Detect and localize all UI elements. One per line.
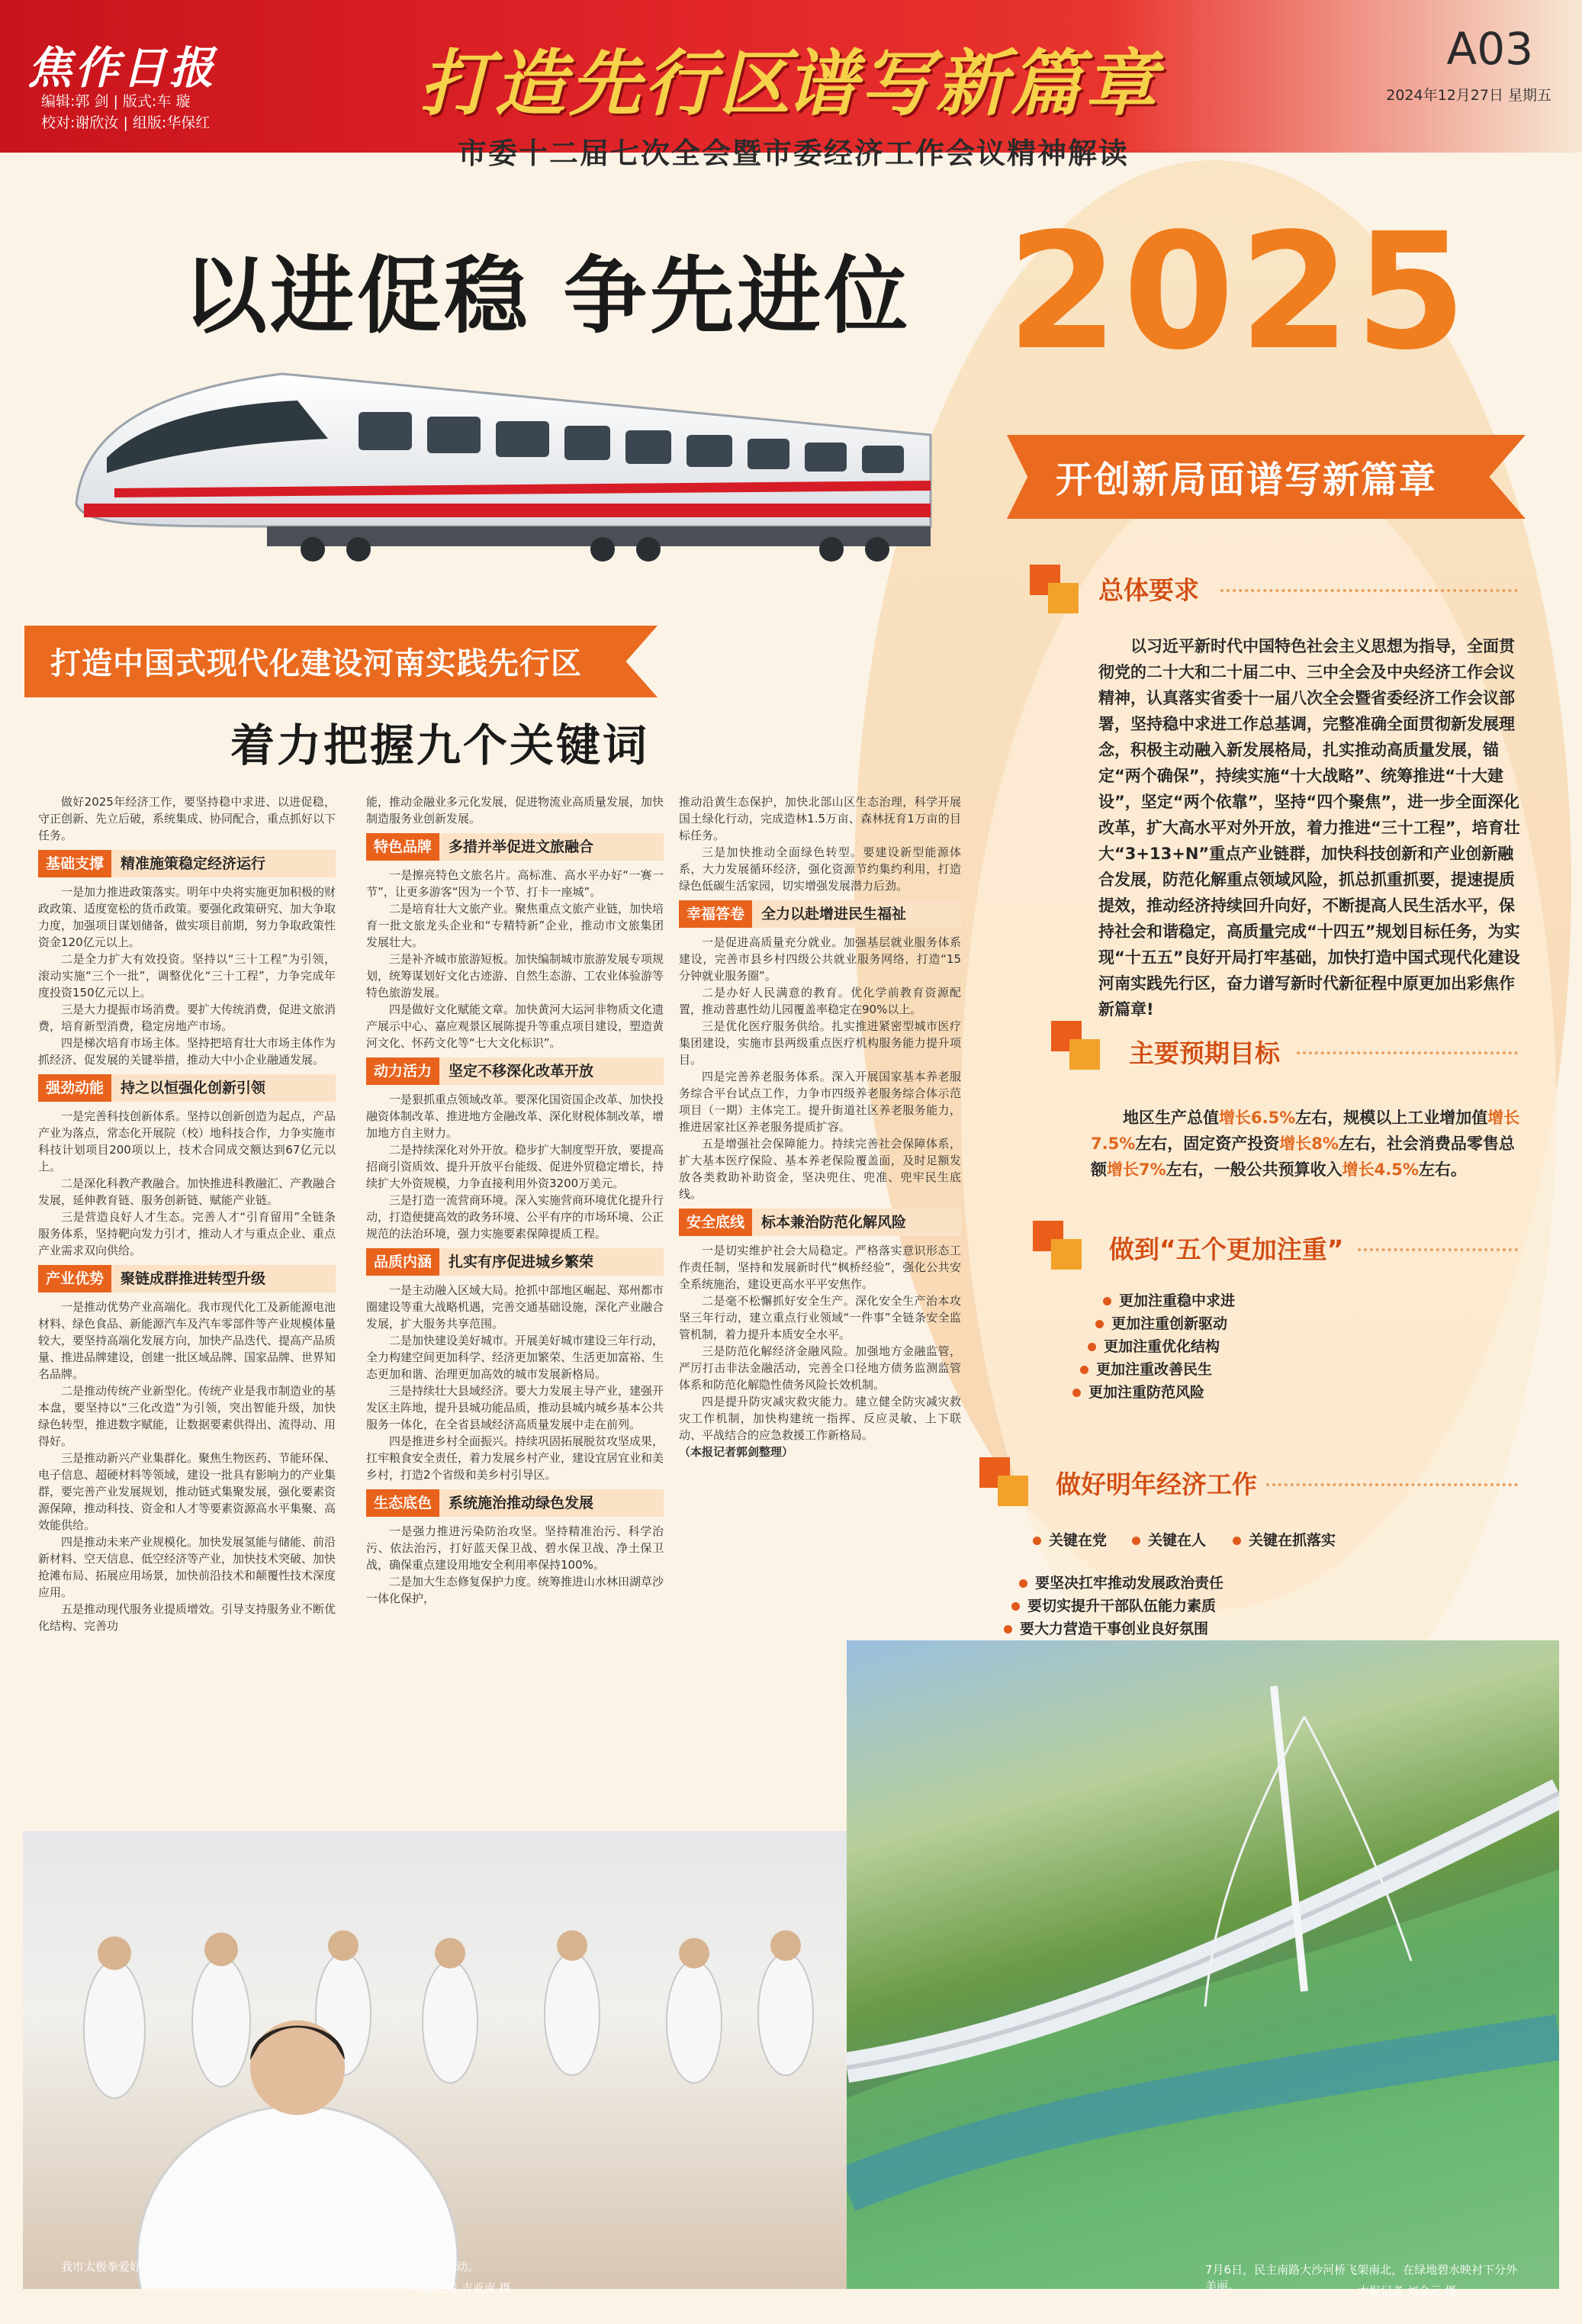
paragraph: 二是加快建设美好城市。开展美好城市建设三年行动，全力构建空间更加科学、经济更加繁荣、生活更加富裕、生态更加和谐、治理更加高效的城市发展新格局。 <box>366 1334 664 1381</box>
paragraph: 一是推动优势产业高端化。我市现代化工及新能源电池材料、绿色食品、新能源汽车及汽车零部件等产业规模体量较大，要坚持高端化发展方向，加快产品迭代、提高产品质量、推进品牌建设，创建一批区域品牌、国家品牌、世界知名品牌。 <box>38 1300 336 1381</box>
section-title-targets: 主要预期目标 <box>1129 1038 1280 1068</box>
section-title-overall: 总体要求 <box>1098 575 1199 605</box>
editor-line: 编辑:郭 剑 | 版式:车 璇 <box>41 93 191 110</box>
section-icon <box>979 1457 1028 1506</box>
work-item: 要切实提升干部队伍能力素质 <box>1011 1595 1216 1615</box>
bottom-margin <box>0 2303 1582 2324</box>
text-column-1 <box>38 793 336 1634</box>
byline: （本报记者郭剑整理） <box>679 1445 794 1459</box>
subhead-tag: 安全底线 标本兼治防范化解风险 <box>679 1209 961 1236</box>
paragraph: 四是提升防灾减灾救灾能力。建立健全防灾减灾救灾工作机制，加快构建统一指挥、反应灵敏、上下联动、平战结合的应急救援工作新格局。 <box>679 1395 961 1442</box>
paragraph: 二是毫不松懈抓好安全生产。深化安全生产治本攻坚三年行动，建立重点行业领域“一件事”全链条安全监管机制，着力提升本质安全水平。 <box>679 1294 961 1341</box>
paragraph: 二是深化科教产教融合。加快推进科教融汇、产教融合发展，延伸教育链、服务创新链、赋能产业链。 <box>38 1176 336 1207</box>
left-title: 着力把握九个关键词 <box>230 719 650 771</box>
photo-left-caption: 我市太极拳爱好者参加2024年全国老年人太极拳健身大联动（焦作分会场）活动。 <box>61 2260 480 2274</box>
paragraph: 四是做好文化赋能文章。加快黄河大运河非物质文化遗产展示中心、嘉应观景区展陈提升等重点项目建设，塑造黄河文化、怀药文化等“七大文化标识”。 <box>366 1003 664 1050</box>
paragraph: 三是打造一流营商环境。深入实施营商环境优化提升行动，打造便捷高效的政务环境、公平有序的市场环境、公正规范的法治环境，强力实施要素保障提质工程。 <box>366 1193 664 1241</box>
paragraph: 一是强力推进污染防治攻坚。坚持精准治污、科学治污、依法治污，打好蓝天保卫战、碧水保卫战、净土保卫战，确保重点建设用地安全利用率保持100%。 <box>366 1524 664 1572</box>
photo-taichi <box>23 1831 847 2289</box>
key-item: 关键在党 <box>1033 1529 1107 1550</box>
subhead-tag: 强劲动能 持之以恒强化创新引领 <box>38 1074 336 1102</box>
targets-text: 地区生产总值增长6.5%左右，规模以上工业增加值增长7.5%左右，固定资产投资增长8%左右，社会消费品零售总额增长7%左右，一般公共预算收入增长4.5%左右。 <box>1091 1109 1520 1179</box>
text-column-3 <box>679 793 961 1460</box>
photo-right-credit: 本报记者 刘金元 摄 <box>1358 2284 1457 2298</box>
paragraph: 二是办好人民满意的教育。优化学前教育资源配置，推动普惠性幼儿园覆盖率稳定在90%以上。 <box>679 986 961 1016</box>
dotted-rule <box>1266 1483 1518 1486</box>
paragraph: 一是促进高质量充分就业。加强基层就业服务体系建设，完善市县乡村四级公共就业服务网络，打造“15分钟就业服务圈”。 <box>679 935 961 983</box>
paragraph: 三是持续壮大县域经济。要大力发展主导产业，建强开发区主阵地，提升县城功能品质，推动县城内城乡基本公共服务一体化，在全省县域经济高质量发展中走在前列。 <box>366 1384 664 1431</box>
paragraph: 二是推动传统产业新型化。传统产业是我市制造业的基本盘，要坚持以“三化改造”为引领，突出智能升级，加快绿色转型，推进数字赋能，让数据要素供得出、流得动、用得好。 <box>38 1384 336 1448</box>
col2-lead: 能，推动金融业多元化发展，促进物流业高质量发展，加快制造服务业创新发展。 <box>366 795 664 826</box>
hero-title: 以进促稳 争先进位 <box>183 246 912 345</box>
paragraph: 一是擦亮特色文旅名片。高标准、高水平办好“一赛一节”，让更多游客“因为一个节、打卡一座城”。 <box>366 868 664 899</box>
right-banner-text: 开创新局面谱写新篇章 <box>1056 459 1438 501</box>
section-icon <box>1051 1021 1100 1070</box>
headline-left: 打造先行区 <box>420 42 794 126</box>
paragraph: 一是加力推进政策落实。明年中央将实施更加积极的财政政策、适度宽松的货币政策。要强化政策研究、加大争取力度，加强项目谋划储备，做实项目前期，努力争取政策性资金120亿元以上。 <box>38 885 336 949</box>
dotted-rule <box>1297 1051 1518 1054</box>
paragraph: 二是加大生态修复保护力度。统筹推进山水林田湖草沙一体化保护， <box>366 1575 664 1605</box>
paragraph: 四是完善养老服务体系。深入开展国家基本养老服务综合平台试点工作，力争市四级养老服务综合体示范项目（一期）主体完工。提升街道社区养老服务能力，推进居家社区养老服务提质扩容。 <box>679 1070 961 1134</box>
issue-date: 2024年12月27日 星期五 <box>1386 87 1551 104</box>
paragraph: 一是完善科技创新体系。坚持以创新创造为起点，产品产业为落点，常态化开展院（校）地科技合作，力争实施市科技计划项目200项以上，技术合同成交额达到67亿元以上。 <box>38 1109 336 1173</box>
col3-lead: 推动沿黄生态保护，加快北部山区生态治理，科学开展国土绿化行动，完成造林1.5万亩、森林抚育1万亩的目标任务。 <box>679 795 961 842</box>
newspaper-logo: 焦作日报 <box>27 42 217 94</box>
paragraph: 三是优化医疗服务供给。扎实推进紧密型城市医疗集团建设，实施市县两级重点医疗机构服务能力提升项目。 <box>679 1019 961 1067</box>
section-icon <box>1033 1221 1082 1270</box>
proof-line: 校对:谢欣汝 | 组版:华保红 <box>41 114 211 131</box>
five-item: 更加注重改善民生 <box>1080 1358 1212 1379</box>
paragraph: 二是培育壮大文旅产业。聚焦重点文旅产业链，加快培育一批文旅龙头企业和“专精特新”企业，推动市文旅集团发展壮大。 <box>366 902 664 949</box>
hero-year: 2025 <box>1007 198 1471 385</box>
five-item: 更加注重优化结构 <box>1088 1335 1220 1356</box>
section-title-work: 做好明年经济工作 <box>1056 1469 1257 1499</box>
paragraph: 二是全力扩大有效投资。坚持以“三十工程”为引领，滚动实施“三个一批”，调整优化“三十工程”，力争完成年度投资150亿元以上。 <box>38 952 336 999</box>
paragraph: 三是推动新兴产业集群化。聚焦生物医药、节能环保、电子信息、超硬材料等领域，建设一批具有影响力的产业集群，要完善产业发展规划，推动链式集聚发展，强化要素资源保障，推动科技、资金和人才等要素资源高水平集聚、高效能供给。 <box>38 1451 336 1532</box>
dotted-rule <box>1358 1248 1518 1251</box>
five-item: 更加注重创新驱动 <box>1095 1312 1227 1333</box>
work-item: 要大力营造干事创业良好氛围 <box>1004 1617 1208 1638</box>
paragraph: 二是持续深化对外开放。稳步扩大制度型开放，要提高招商引资质效、提升开放平台能级、促进外贸稳定增长，持续扩大外资规模，力争直接利用外资3200万美元。 <box>366 1143 664 1190</box>
headline-right: 谱写新篇章 <box>786 42 1160 126</box>
paragraph: 三是大力提振市场消费。要扩大传统消费，促进文旅消费，培育新型消费，稳定房地产市场。 <box>38 1003 336 1033</box>
subheadline: 市委十二届七次全会暨市委经济工作会议精神解读 <box>458 137 1130 170</box>
subhead-tag: 品质内涵 扎实有序促进城乡繁荣 <box>366 1248 664 1276</box>
section-title-five: 做到“五个更加注重” <box>1109 1234 1344 1264</box>
five-item: 更加注重稳中求进 <box>1103 1289 1235 1310</box>
paragraph: 一是切实维护社会大局稳定。严格落实意识形态工作责任制，坚持和发展新时代“枫桥经验”，强化公共安全系统施治，建设更高水平平安焦作。 <box>679 1244 961 1291</box>
paragraph: 四是梯次培育市场主体。坚持把培育壮大市场主体作为抓经济、促发展的关键举措，推动大中小企业融通发展。 <box>38 1036 336 1067</box>
col3-lead2: 三是加快推动全面绿色转型。要建设新型能源体系，大力发展循环经济，强化资源节约集约利用，打造绿色低碳生活家园，切实增强发展潜力后劲。 <box>679 845 961 893</box>
paragraph: 三是补齐城市旅游短板。加快编制城市旅游发展专项规划，统筹谋划好文化古迹游、自然生态游、工农业体验游等特色旅游发展。 <box>366 952 664 999</box>
paragraph: 四是推进乡村全面振兴。持续巩固拓展脱贫攻坚成果，扛牢粮食安全责任，着力发展乡村产业，建设宜居宜业和美乡村，打造2个省级和美乡村引导区。 <box>366 1434 664 1482</box>
col1-intro: 做好2025年经济工作，要坚持稳中求进、以进促稳，守正创新、先立后破，系统集成、协同配合，重点抓好以下任务。 <box>38 795 336 842</box>
paragraph: 三是防范化解经济金融风险。加强地方金融监管，严厉打击非法金融活动，完善全口径地方债务监测监管体系和防范化解隐性债务风险长效机制。 <box>679 1344 961 1392</box>
left-banner-text: 打造中国式现代化建设河南实践先行区 <box>50 646 582 681</box>
text-column-2 <box>366 793 664 1607</box>
key-item: 关键在人 <box>1132 1529 1206 1550</box>
key-item: 关键在抓落实 <box>1233 1529 1336 1550</box>
paragraph: 一是狠抓重点领域改革。要深化国资国企改革、加快投融资体制改革、推进地方金融改革、深化财税体制改革，增加地方自主财力。 <box>366 1093 664 1140</box>
paragraph: 三是营造良好人才生态。完善人才“引育留用”全链条服务体系，坚持靶向发力引才，推动人才与重点企业、重点产业需求双向供给。 <box>38 1210 336 1257</box>
subhead-tag: 幸福答卷 全力以赴增进民生福祉 <box>679 900 961 928</box>
subhead-tag: 基础支撑 精准施策稳定经济运行 <box>38 850 336 877</box>
train-illustration <box>53 275 938 595</box>
page-number: A03 <box>1446 23 1533 75</box>
overall-text: 以习近平新时代中国特色社会主义思想为指导，全面贯彻党的二十大和二十届二中、三中全会及中央经济工作会议精神，认真落实省委十一届八次全会暨省委经济工作会议部署，坚持稳中求进工作总基调，完整准确全面贯彻新发展理念，积极主动融入新发展格局，扎实推动高质量发展，锚定“两个确保”，持续实施“十大战略”、统筹推进“十大建设”，坚定“两个依靠”，坚持“四个聚焦”，进一步全面深化改革，扩大高水平对外开放，着力推进“三十工程”，培育壮大“3+13+N”重点产业链群，加快科技创新和产业创新融合发展，防范化解重点领域风险，抓总抓重抓要，提速提质提效，推动经济持续回升向好，不断提高人民生活水平，保持社会和谐稳定，高质量完成“十四五”规划目标任务，为实现“十五五”良好开局打牢基础，加快打造中国式现代化建设河南实践先行区，奋力谱写新时代新征程中原更加出彩焦作新篇章! <box>1098 637 1520 1019</box>
paragraph: 五是推动现代服务业提质增效。引导支持服务业不断优化结构、完善功 <box>38 1602 336 1633</box>
work-item: 要坚决扛牢推动发展政治责任 <box>1019 1572 1223 1592</box>
photo-bridge <box>847 1640 1559 2289</box>
photo-right-caption: 7月6日，民主南路大沙河桥飞架南北，在绿地碧水映衬下分外美丽。 <box>1205 2263 1518 2293</box>
subhead-tag: 特色品牌 多措并举促进文旅融合 <box>366 833 664 861</box>
five-item: 更加注重防范风险 <box>1072 1381 1204 1402</box>
subhead-tag: 动力活力 坚定不移深化改革开放 <box>366 1057 664 1085</box>
dotted-rule <box>1220 589 1518 592</box>
photo-left-credit: 本报记者 吉亚南 摄 <box>412 2281 511 2295</box>
section-icon <box>1030 565 1079 613</box>
paragraph: 一是主动融入区域大局。抢抓中部地区崛起、郑州都市圈建设等重大战略机遇，完善交通基础设施，深化产业融合发展，扩大服务共享范围。 <box>366 1283 664 1331</box>
paragraph: 五是增强社会保障能力。持续完善社会保障体系，扩大基本医疗保险、基本养老保险覆盖面，及时足额发放各类救助补助资金，坚决兜住、兜准、兜牢民生底线。 <box>679 1137 961 1201</box>
paragraph: 四是推动未来产业规模化。加快发展氢能与储能、前沿新材料、空天信息、低空经济等产业，加快技术突破、加快抢滩布局、拓展应用场景，加快前沿技术和颠覆性技术深度应用。 <box>38 1535 336 1599</box>
subhead-tag: 产业优势 聚链成群推进转型升级 <box>38 1265 336 1292</box>
subhead-tag: 生态底色 系统施治推动绿色发展 <box>366 1489 664 1517</box>
